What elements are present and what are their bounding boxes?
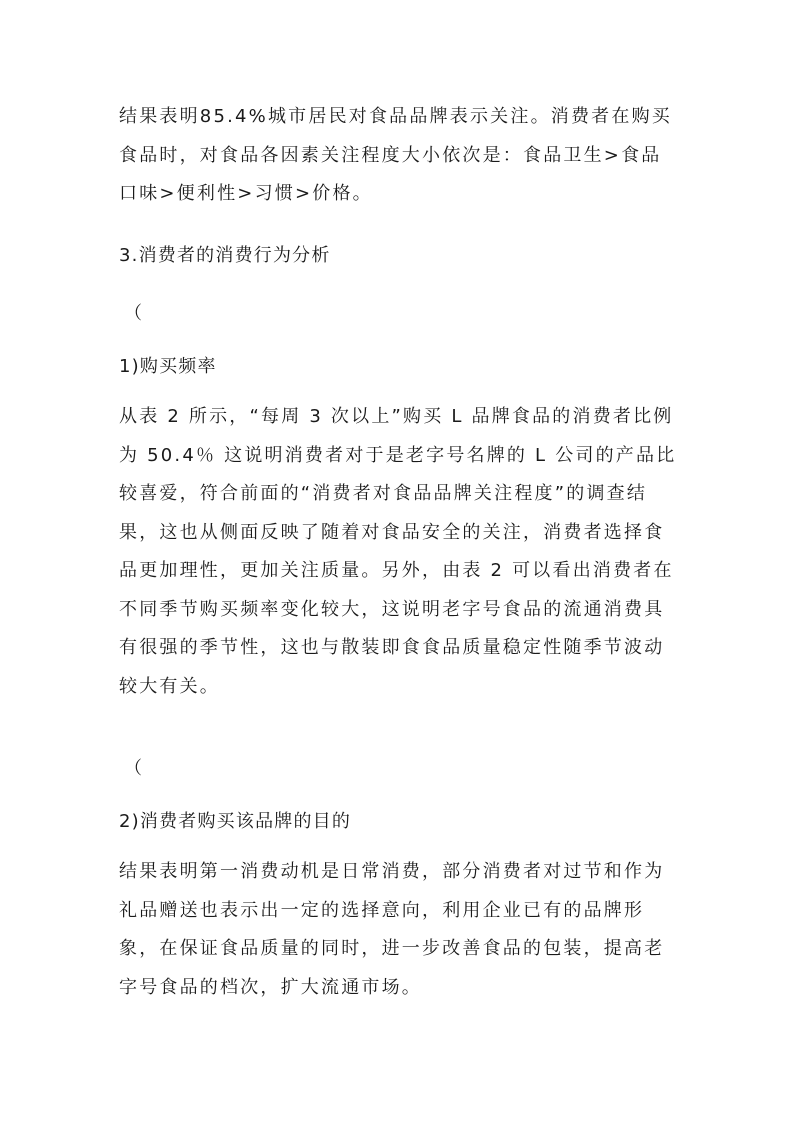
section-heading-consumer-behavior: 3.消费者的消费行为分析 <box>119 245 331 266</box>
subheading-purchase-frequency: 1)购买频率 <box>119 356 217 377</box>
paragraph-purchase-frequency: 从表 2 所示，“每周 3 次以上”购买 L 品牌食品的消费者比例为 50.4％ 这说明消费者对于是老字号名牌的 L 公司的产品比较喜爱，符合前面的“消费者对食品品牌关注程度”的调查结果，这也从侧面反映了随着对食品安全的关注，消费者选择食品更加理性，更加关注质量。另外，由表 2 可以看出消费者在不同季节购买频率变化较大，这说明老字号食品的流通消费具有很强的季节性，这也与散装即食食品质量稳定性随季节波动较大有关。 <box>119 406 677 697</box>
subheading-purchase-purpose: 2)消费者购买该品牌的目的 <box>119 811 352 832</box>
stray-parenthesis-1: （ <box>124 303 142 324</box>
paragraph-brand-attention: 结果表明85.4%城市居民对食品品牌表示关注。消费者在购买食品时，对食品各因素关注程度大小依次是：食品卫生>食品口味>便利性>习惯>价格。 <box>119 106 672 204</box>
stray-parenthesis-2: （ <box>124 758 142 779</box>
paragraph-purchase-purpose: 结果表明第一消费动机是日常消费，部分消费者对过节和作为礼品赠送也表示出一定的选择意向，利用企业已有的品牌形象，在保证食品质量的同时，进一步改善食品的包装，提高老字号食品的档次，扩大流通市场。 <box>119 861 665 998</box>
